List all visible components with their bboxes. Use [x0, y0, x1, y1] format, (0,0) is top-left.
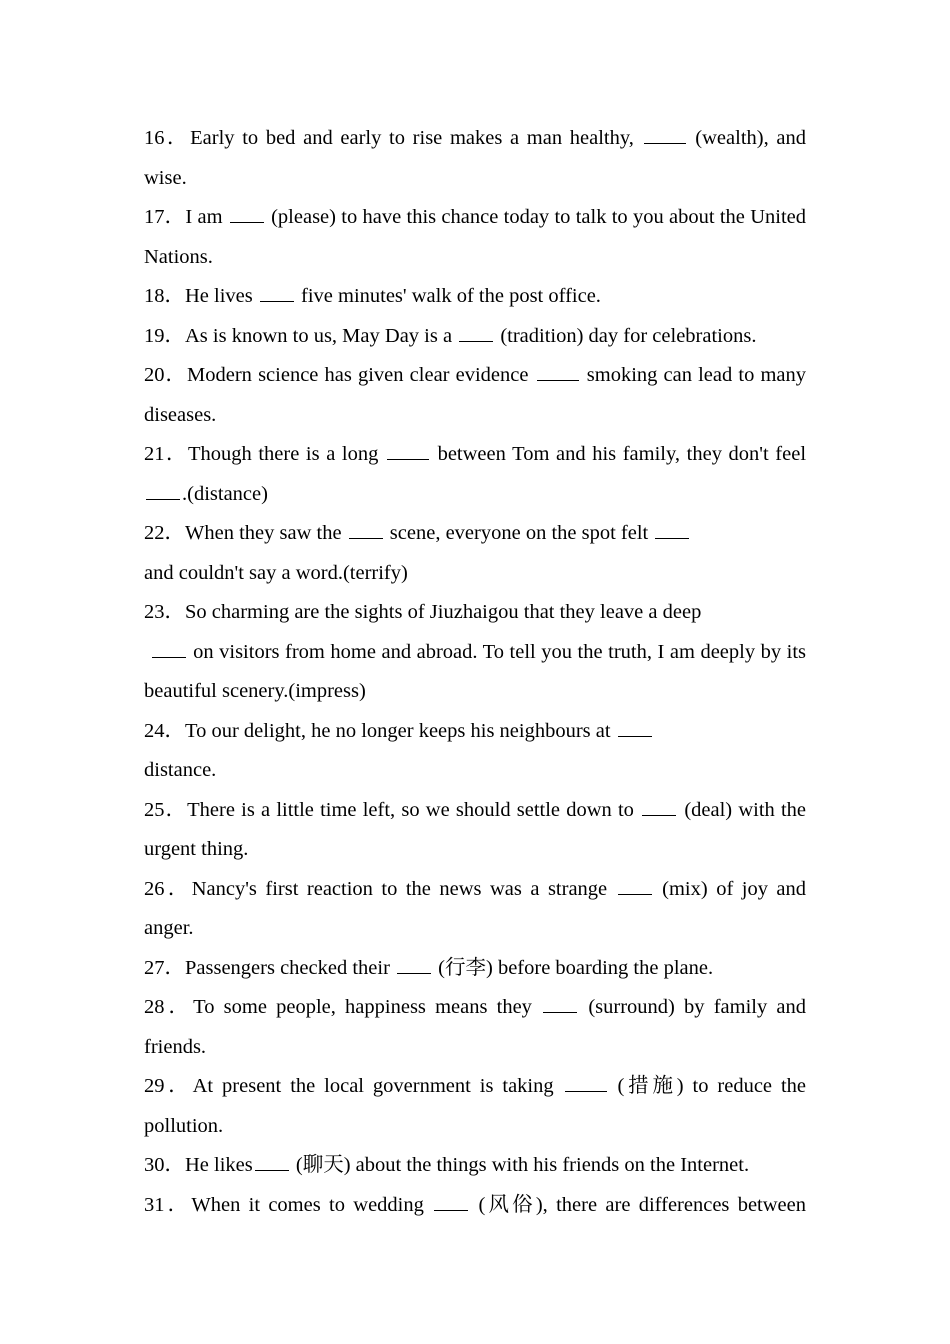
answer-blank[interactable] [644, 142, 686, 144]
answer-blank[interactable] [152, 656, 186, 658]
question-text: To some people, happiness means they [193, 996, 532, 1018]
question-text: (deal) with the urgent thing. [144, 798, 807, 860]
question-number: 19． [144, 324, 185, 347]
answer-blank[interactable] [397, 972, 431, 974]
question-text: Though there is a long [187, 443, 379, 465]
question-text: I am [185, 206, 223, 228]
question-text: Early to bed and early to rise makes a man healthy, [190, 127, 634, 149]
question-text: At present the local government is taking [192, 1075, 554, 1097]
question-18 [144, 277, 806, 317]
question-text: When it comes to wedding [191, 1193, 424, 1216]
question-text: and couldn't say a word.(terrify) [144, 561, 408, 584]
answer-blank[interactable] [618, 893, 652, 895]
question-29 [144, 1067, 806, 1146]
question-number: 27． [144, 956, 185, 979]
question-number: 24． [144, 719, 185, 742]
answer-blank[interactable] [146, 498, 180, 500]
question-24 [144, 712, 806, 791]
question-text: between Tom and his family, they don't feel [437, 443, 807, 465]
question-number: 21． [144, 443, 188, 465]
answer-blank[interactable] [565, 1090, 607, 1092]
question-text: on visitors from home and abroad. To tell you the truth, I am deeply by its beautiful scenery.(impress) [144, 640, 807, 702]
question-text: (please) to have this chance today to talk to you about the United Nations. [144, 206, 807, 268]
question-number: 26． [144, 877, 192, 900]
answer-blank[interactable] [349, 537, 383, 539]
question-21 [144, 435, 806, 514]
question-16 [144, 119, 806, 198]
answer-blank[interactable] [260, 300, 294, 302]
answer-blank[interactable] [543, 1011, 577, 1013]
question-text: He likes [185, 1154, 253, 1176]
question-text: Nancy's first reaction to the news was a strange [191, 877, 608, 900]
answer-blank[interactable] [618, 735, 652, 737]
question-number: 29． [144, 1075, 193, 1097]
question-text: So charming are the sights of Jiuzhaigou that they leave a deep [185, 601, 702, 623]
question-number: 16． [144, 127, 191, 149]
question-text: Modern science has given clear evidence [187, 364, 529, 386]
question-text: smoking can lead to many diseases. [144, 364, 807, 426]
question-text: As is known to us, May Day is a [185, 324, 453, 347]
question-text: .(distance) [182, 482, 268, 505]
worksheet-page [144, 119, 806, 1225]
question-number: 23． [144, 601, 185, 623]
question-27 [144, 949, 806, 989]
question-number: 17． [144, 206, 186, 228]
answer-blank[interactable] [434, 1209, 468, 1211]
answer-blank[interactable] [459, 340, 493, 342]
question-number: 20． [144, 364, 188, 386]
question-text: (风俗), there are differences between [478, 1193, 807, 1216]
question-text: (聊天) about the things with his friends on the Internet. [295, 1154, 750, 1176]
question-25 [144, 791, 806, 870]
answer-blank[interactable] [537, 379, 579, 381]
question-text: Passengers checked their [185, 956, 390, 979]
answer-blank[interactable] [655, 537, 689, 539]
question-number: 31． [144, 1193, 192, 1216]
answer-blank[interactable] [230, 221, 264, 223]
question-text: five minutes' walk of the post office. [301, 285, 601, 307]
question-text: When they saw the [185, 522, 342, 544]
question-text: He lives [185, 285, 253, 307]
question-number: 22． [144, 522, 185, 544]
question-text: (tradition) day for celebrations. [500, 324, 757, 347]
question-28 [144, 988, 806, 1067]
question-26 [144, 870, 806, 949]
question-number: 28． [144, 996, 194, 1018]
question-number: 25． [144, 798, 188, 821]
question-text: To our delight, he no longer keeps his neighbours at [185, 719, 611, 742]
answer-blank[interactable] [387, 458, 429, 460]
question-17 [144, 198, 806, 277]
question-23 [144, 593, 806, 712]
question-text: (wealth), and wise. [144, 127, 807, 189]
question-number: 18． [144, 285, 185, 307]
question-31 [144, 1186, 806, 1226]
question-30 [144, 1146, 806, 1186]
question-22 [144, 514, 806, 593]
question-text: (行李) before boarding the plane. [438, 956, 714, 979]
answer-blank[interactable] [642, 814, 676, 816]
question-text: (mix) of joy and anger. [144, 877, 807, 939]
question-19 [144, 317, 806, 357]
question-text: There is a little time left, so we should settle down to [187, 798, 634, 821]
question-text: (surround) by family and friends. [144, 996, 807, 1058]
answer-blank[interactable] [255, 1169, 289, 1171]
question-number: 30． [144, 1154, 185, 1176]
question-text: scene, everyone on the spot felt [389, 522, 649, 544]
question-text: (措施) to reduce the pollution. [144, 1075, 807, 1137]
question-20 [144, 356, 806, 435]
question-text: distance. [144, 759, 217, 781]
